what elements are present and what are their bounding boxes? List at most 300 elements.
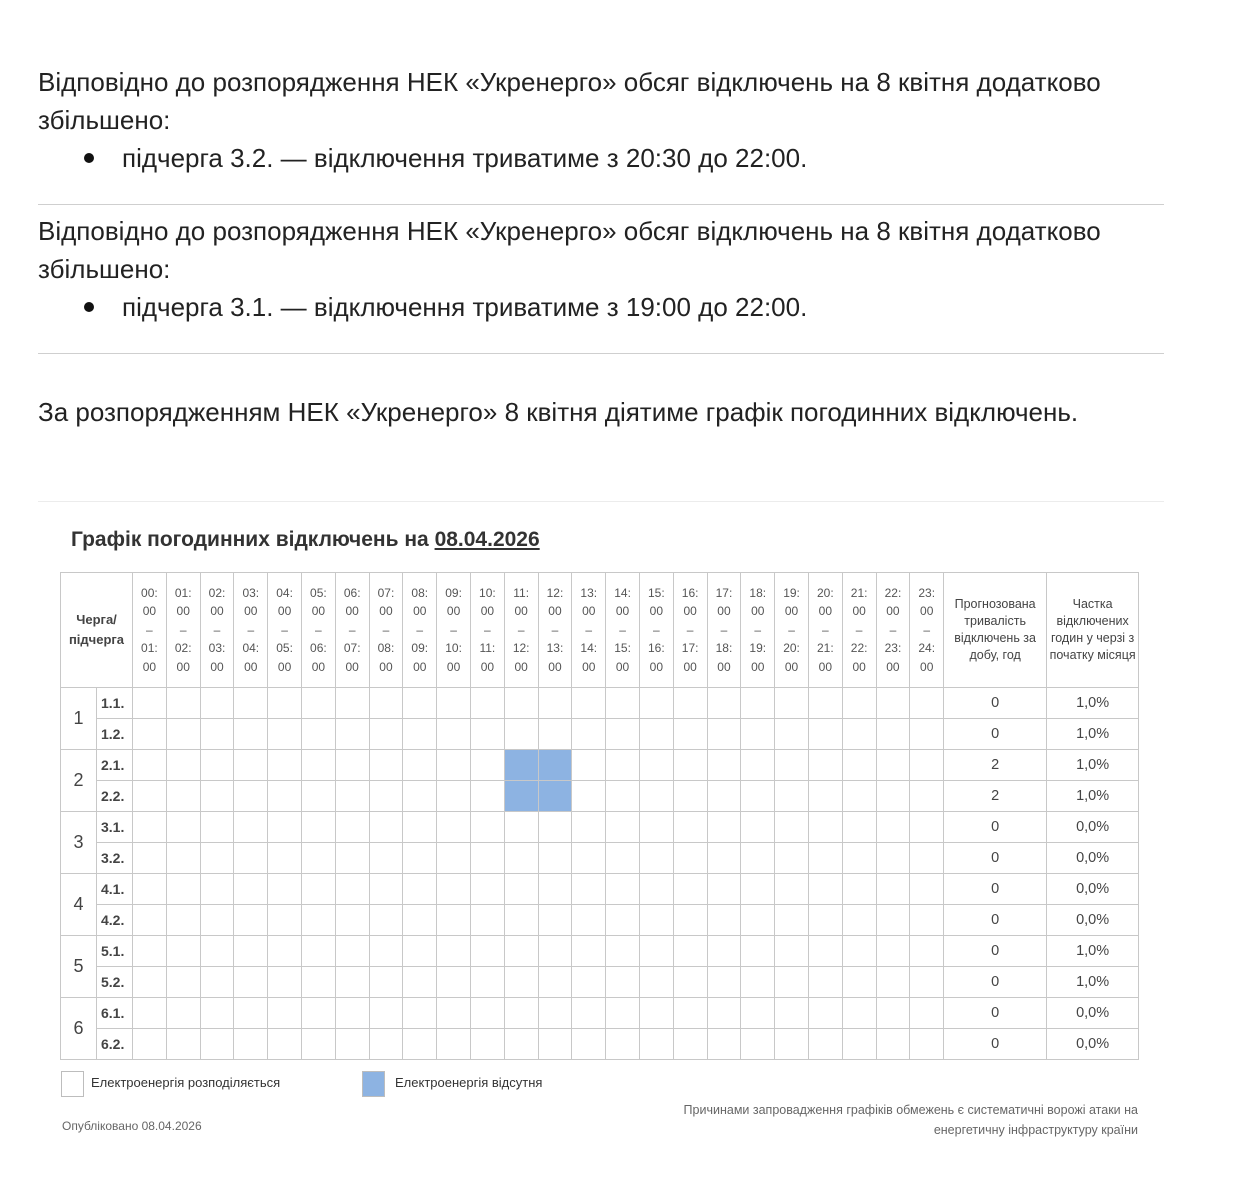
hour-cell <box>775 812 809 843</box>
hour-cell <box>369 936 403 967</box>
hour-cell <box>910 936 944 967</box>
hour-cell <box>876 688 910 719</box>
hour-cell <box>335 936 369 967</box>
hour-cell <box>707 688 741 719</box>
hour-cell <box>741 688 775 719</box>
hour-label: 07 <box>343 641 358 656</box>
hour-label: 04 <box>276 585 290 600</box>
hour-cell <box>775 874 809 905</box>
hour-cell <box>606 1029 640 1060</box>
hour-cell <box>335 905 369 936</box>
hour-cell <box>369 719 403 750</box>
hour-cell <box>437 1029 471 1060</box>
hour-cell <box>538 874 572 905</box>
hour-label: 00 <box>176 604 190 619</box>
hour-cell <box>606 874 640 905</box>
hour-cell <box>910 812 944 843</box>
table-row <box>61 843 1139 874</box>
schedule-title <box>71 528 540 552</box>
hour-cell <box>775 750 809 781</box>
forecast-value: 0 <box>944 843 1047 874</box>
hour-label: 02 <box>174 641 189 656</box>
hour-cell <box>876 936 910 967</box>
hour-cell <box>470 812 504 843</box>
hour-cell <box>741 812 775 843</box>
hour-label: 00 <box>210 604 224 619</box>
share-value: 1,0% <box>1047 967 1139 998</box>
hour-label: 00 <box>345 604 359 619</box>
hour-label: 00 <box>480 604 495 619</box>
hour-cell <box>808 936 842 967</box>
hour-header: 23: 00 – 24: 00 <box>910 573 944 688</box>
hour-cell <box>639 688 673 719</box>
hour-cell <box>234 750 268 781</box>
hour-cell <box>437 750 471 781</box>
hour-label: 06 <box>343 585 358 600</box>
hour-cell-off <box>538 781 572 812</box>
hour-cell <box>707 1029 741 1060</box>
hour-cell <box>808 812 842 843</box>
hour-cell <box>234 998 268 1029</box>
hour-label: 11 <box>513 585 526 600</box>
hour-cell <box>876 750 910 781</box>
hour-label: 00 <box>751 659 765 674</box>
table-row <box>61 905 1139 936</box>
hour-cell <box>234 936 268 967</box>
hour-label: 00 <box>920 604 934 619</box>
hour-cell <box>335 719 369 750</box>
hour-label: 16 <box>648 641 662 656</box>
hour-cell <box>166 936 200 967</box>
hour-label: 23 <box>884 641 898 656</box>
subqueue-label: 3.2. <box>97 843 133 874</box>
hour-cell <box>335 812 369 843</box>
hour-label: 20 <box>783 641 797 656</box>
table-row <box>61 812 1139 843</box>
hour-cell <box>369 905 403 936</box>
hour-label: 00 <box>751 604 765 619</box>
hour-cell-off <box>538 750 572 781</box>
hour-cell <box>234 967 268 998</box>
queue-number: 5 <box>61 936 97 998</box>
hour-cell <box>369 843 403 874</box>
hour-cell-off <box>504 781 538 812</box>
forecast-value: 0 <box>944 688 1047 719</box>
hour-label: 09 <box>411 641 425 656</box>
hour-cell <box>876 1029 910 1060</box>
hour-cell <box>268 936 302 967</box>
hour-cell <box>808 719 842 750</box>
hour-cell <box>335 967 369 998</box>
hour-cell <box>301 719 335 750</box>
queue-number: 3 <box>61 812 97 874</box>
hour-cell <box>403 750 437 781</box>
hour-label: 05 <box>310 585 324 600</box>
hour-cell <box>639 936 673 967</box>
hour-label: 00 <box>852 659 866 674</box>
hour-cell <box>842 688 876 719</box>
post-text: Відповідно до розпорядження НЕК «Укренерго» обсяг відключень на 8 квітня додатково збільшено: <box>38 67 1101 135</box>
hour-cell <box>572 812 606 843</box>
subqueue-label: 6.1. <box>97 998 133 1029</box>
hour-cell <box>301 781 335 812</box>
hour-cell <box>200 781 234 812</box>
table-row <box>61 750 1139 781</box>
hour-cell <box>910 998 944 1029</box>
hour-cell <box>200 688 234 719</box>
hour-label: 00 <box>413 604 427 619</box>
hour-label: 01 <box>141 641 155 656</box>
hour-cell <box>504 998 538 1029</box>
hour-label: 00 <box>548 604 562 619</box>
hour-cell <box>335 998 369 1029</box>
queue-number: 4 <box>61 874 97 936</box>
hour-cell <box>538 905 572 936</box>
hour-cell <box>741 874 775 905</box>
hour-cell <box>606 967 640 998</box>
hour-header: 10: 00 – 11: 00 <box>470 573 504 688</box>
hour-cell <box>808 1029 842 1060</box>
hour-cell <box>268 905 302 936</box>
post-text: За розпорядженням НЕК «Укренерго» 8 квітня діятиме графік погодинних відключень. <box>38 397 1079 427</box>
hour-cell <box>673 967 707 998</box>
hour-cell <box>707 936 741 967</box>
hour-cell <box>166 843 200 874</box>
hour-cell <box>437 905 471 936</box>
hour-header: 21: 00 – 22: 00 <box>842 573 876 688</box>
hour-cell <box>639 998 673 1029</box>
hour-cell <box>335 750 369 781</box>
hour-cell <box>437 998 471 1029</box>
share-value: 1,0% <box>1047 750 1139 781</box>
hour-cell <box>200 843 234 874</box>
hour-cell <box>369 781 403 812</box>
hour-header: 14: 00 – 15: 00 <box>606 573 640 688</box>
hour-cell <box>470 936 504 967</box>
hour-cell <box>842 781 876 812</box>
schedule-title-text: Графік погодинних відключень на <box>71 528 429 551</box>
hour-label: 06 <box>310 641 324 656</box>
hour-cell <box>572 843 606 874</box>
hour-label: 00 <box>142 604 157 619</box>
hour-cell <box>775 967 809 998</box>
hour-cell <box>741 781 775 812</box>
hour-cell <box>403 874 437 905</box>
hour-header: 19: 00 – 20: 00 <box>775 573 809 688</box>
hour-cell <box>200 874 234 905</box>
hour-cell <box>707 843 741 874</box>
hour-cell <box>133 905 167 936</box>
hour-label: 09 <box>445 585 459 600</box>
hour-cell <box>200 1029 234 1060</box>
hour-cell <box>910 1029 944 1060</box>
hour-label: 00 <box>582 604 596 619</box>
hour-cell <box>707 998 741 1029</box>
hour-label: 10 <box>479 585 493 600</box>
hour-cell <box>673 688 707 719</box>
hour-cell <box>133 719 167 750</box>
hour-cell <box>234 781 268 812</box>
hour-cell <box>741 998 775 1029</box>
hour-cell <box>639 967 673 998</box>
hour-cell <box>504 1029 538 1060</box>
hour-label: 00 <box>446 659 461 674</box>
hour-cell <box>234 843 268 874</box>
hour-label: 00 <box>649 659 664 674</box>
hour-cell <box>403 967 437 998</box>
hour-cell <box>335 843 369 874</box>
hour-cell <box>504 905 538 936</box>
post-bullet-list <box>38 139 1164 177</box>
hour-cell <box>707 874 741 905</box>
hour-label: 00 <box>379 604 393 619</box>
hour-cell <box>234 688 268 719</box>
hour-header: 17: 00 – 18: 00 <box>707 573 741 688</box>
hour-cell <box>673 750 707 781</box>
hour-cell <box>470 781 504 812</box>
hour-cell <box>538 719 572 750</box>
subqueue-label: 4.1. <box>97 874 133 905</box>
hour-header: 03: 00 – 04: 00 <box>234 573 268 688</box>
hour-cell <box>369 874 403 905</box>
forecast-header: Прогнозована тривалість відключень за добу, год <box>944 573 1047 688</box>
hour-cell <box>876 843 910 874</box>
subqueue-label: 2.1. <box>97 750 133 781</box>
hour-cell <box>639 1029 673 1060</box>
hour-cell <box>910 905 944 936</box>
hour-cell <box>133 874 167 905</box>
hour-cell <box>504 812 538 843</box>
hour-cell <box>403 719 437 750</box>
hour-cell <box>301 936 335 967</box>
hour-label: 19 <box>783 585 797 600</box>
published-date: Опубліковано 08.04.2026 <box>62 1119 202 1133</box>
hour-label: 24 <box>918 641 932 656</box>
hour-cell <box>504 688 538 719</box>
hour-cell <box>166 719 200 750</box>
hour-label: 15 <box>614 641 628 656</box>
hour-cell <box>369 967 403 998</box>
hour-cell <box>538 688 572 719</box>
hour-cell <box>470 967 504 998</box>
hour-cell <box>200 750 234 781</box>
hour-cell <box>200 967 234 998</box>
hour-cell <box>166 750 200 781</box>
hour-cell <box>403 936 437 967</box>
hour-label: 00 <box>244 604 258 619</box>
hour-label: 18 <box>749 585 763 600</box>
hour-cell <box>876 967 910 998</box>
hour-cell <box>234 874 268 905</box>
hour-cell <box>572 874 606 905</box>
hour-cell <box>403 843 437 874</box>
bullet-dot-icon <box>84 153 94 163</box>
share-value: 0,0% <box>1047 998 1139 1029</box>
hour-cell <box>301 1029 335 1060</box>
hour-cell <box>234 905 268 936</box>
hour-label: 20 <box>816 585 831 600</box>
share-value: 0,0% <box>1047 843 1139 874</box>
hour-label: 01 <box>174 585 189 600</box>
forecast-value: 0 <box>944 1029 1047 1060</box>
hour-cell <box>200 905 234 936</box>
hour-cell <box>673 905 707 936</box>
hour-cell <box>166 905 200 936</box>
hour-cell <box>234 812 268 843</box>
hour-cell <box>842 967 876 998</box>
post-bullet <box>38 139 1164 177</box>
forecast-value: 0 <box>944 874 1047 905</box>
hour-cell <box>200 812 234 843</box>
hour-cell <box>403 781 437 812</box>
hour-cell <box>369 812 403 843</box>
hour-header: 01: 00 – 02: 00 <box>166 573 200 688</box>
forecast-value: 2 <box>944 781 1047 812</box>
hour-cell <box>166 1029 200 1060</box>
hour-cell <box>741 1029 775 1060</box>
hour-label: 00 <box>615 659 630 674</box>
hour-cell <box>876 719 910 750</box>
hour-header: 22: 00 – 23: 00 <box>876 573 910 688</box>
bullet-dot-icon <box>84 302 94 312</box>
table-row <box>61 688 1139 719</box>
hour-cell <box>200 936 234 967</box>
hour-label: 00 <box>345 659 359 674</box>
hour-label: 00 <box>379 659 393 674</box>
legend-on-swatch <box>61 1071 84 1097</box>
hour-cell <box>606 750 640 781</box>
hour-cell <box>301 812 335 843</box>
outage-post-2 <box>38 212 1164 326</box>
hour-label: 00 <box>717 604 731 619</box>
table-row <box>61 719 1139 750</box>
hour-cell <box>437 843 471 874</box>
hour-label: 00 <box>141 585 155 600</box>
hour-cell <box>538 998 572 1029</box>
schedule-date: 08.04.2026 <box>434 528 540 551</box>
hour-label: 00 <box>920 659 934 674</box>
hour-label: 12 <box>512 641 527 656</box>
forecast-value: 0 <box>944 719 1047 750</box>
hour-cell <box>842 905 876 936</box>
hour-cell <box>606 998 640 1029</box>
post-bullet-text: підчерга 3.2. — відключення триватиме з 20:30 до 22:00. <box>122 143 808 173</box>
hour-cell <box>910 781 944 812</box>
schedule-header-row <box>61 573 1139 688</box>
hour-cell <box>673 936 707 967</box>
hour-cell <box>808 905 842 936</box>
hour-cell <box>470 843 504 874</box>
hour-cell <box>403 812 437 843</box>
hour-label: 17 <box>681 641 696 656</box>
hour-header: 02: 00 – 03: 00 <box>200 573 234 688</box>
share-header: Частка відключених годин у черзі з початку місяця <box>1047 573 1139 688</box>
hour-cell <box>842 936 876 967</box>
hour-cell <box>504 936 538 967</box>
hour-cell <box>437 688 471 719</box>
hour-label: 16 <box>681 585 696 600</box>
table-row <box>61 1029 1139 1060</box>
table-row <box>61 781 1139 812</box>
hour-cell <box>673 1029 707 1060</box>
subqueue-label: 6.2. <box>97 1029 133 1060</box>
hour-label: 00 <box>886 659 900 674</box>
hour-label: 00 <box>176 659 190 674</box>
hour-label: 14 <box>580 641 594 656</box>
hour-cell <box>470 905 504 936</box>
hour-cell <box>166 998 200 1029</box>
hour-label: 07 <box>377 585 391 600</box>
hour-header: 04: 00 – 05: 00 <box>268 573 302 688</box>
hour-label: 00 <box>311 604 326 619</box>
table-row <box>61 998 1139 1029</box>
hour-label: 19 <box>749 641 763 656</box>
hour-cell <box>133 750 167 781</box>
hour-cell <box>572 781 606 812</box>
hour-cell <box>741 719 775 750</box>
hour-cell <box>335 874 369 905</box>
hour-cell <box>606 936 640 967</box>
queue-number: 1 <box>61 688 97 750</box>
hour-cell <box>808 874 842 905</box>
hour-header: 13: 00 – 14: 00 <box>572 573 606 688</box>
hour-cell <box>741 750 775 781</box>
hour-cell <box>741 936 775 967</box>
hour-cell <box>639 719 673 750</box>
hour-cell <box>301 750 335 781</box>
hour-cell <box>133 843 167 874</box>
hour-cell <box>504 874 538 905</box>
hour-label: 08 <box>411 585 425 600</box>
hour-cell <box>335 781 369 812</box>
hour-header: 18: 00 – 19: 00 <box>741 573 775 688</box>
hour-cell <box>268 843 302 874</box>
hour-cell <box>673 781 707 812</box>
hour-cell <box>775 688 809 719</box>
outage-post-3 <box>38 393 1164 431</box>
hour-label: 15 <box>648 585 662 600</box>
hour-label: 14 <box>614 585 628 600</box>
hour-cell <box>741 905 775 936</box>
queue-header: Черга/ підчерга <box>61 573 133 688</box>
hour-cell <box>842 750 876 781</box>
hour-cell <box>876 874 910 905</box>
hour-cell <box>133 781 167 812</box>
hour-cell <box>335 1029 369 1060</box>
hour-cell <box>335 688 369 719</box>
hour-cell <box>673 812 707 843</box>
hour-cell <box>133 998 167 1029</box>
hour-cell <box>707 967 741 998</box>
hour-cell <box>572 998 606 1029</box>
hour-cell <box>910 688 944 719</box>
hour-label: 13 <box>580 585 594 600</box>
hour-cell <box>437 936 471 967</box>
hour-cell <box>301 905 335 936</box>
hour-cell <box>437 874 471 905</box>
hour-label: 03 <box>242 585 256 600</box>
hour-cell <box>707 905 741 936</box>
hour-label: 00 <box>514 604 528 619</box>
hour-label: 22 <box>884 585 898 600</box>
hour-label: 04 <box>242 641 256 656</box>
subqueue-label: 5.1. <box>97 936 133 967</box>
hour-cell <box>403 998 437 1029</box>
hour-label: 21 <box>850 585 865 600</box>
hour-label: 00 <box>514 659 528 674</box>
hour-cell <box>538 1029 572 1060</box>
hour-label: 11 <box>479 641 492 656</box>
